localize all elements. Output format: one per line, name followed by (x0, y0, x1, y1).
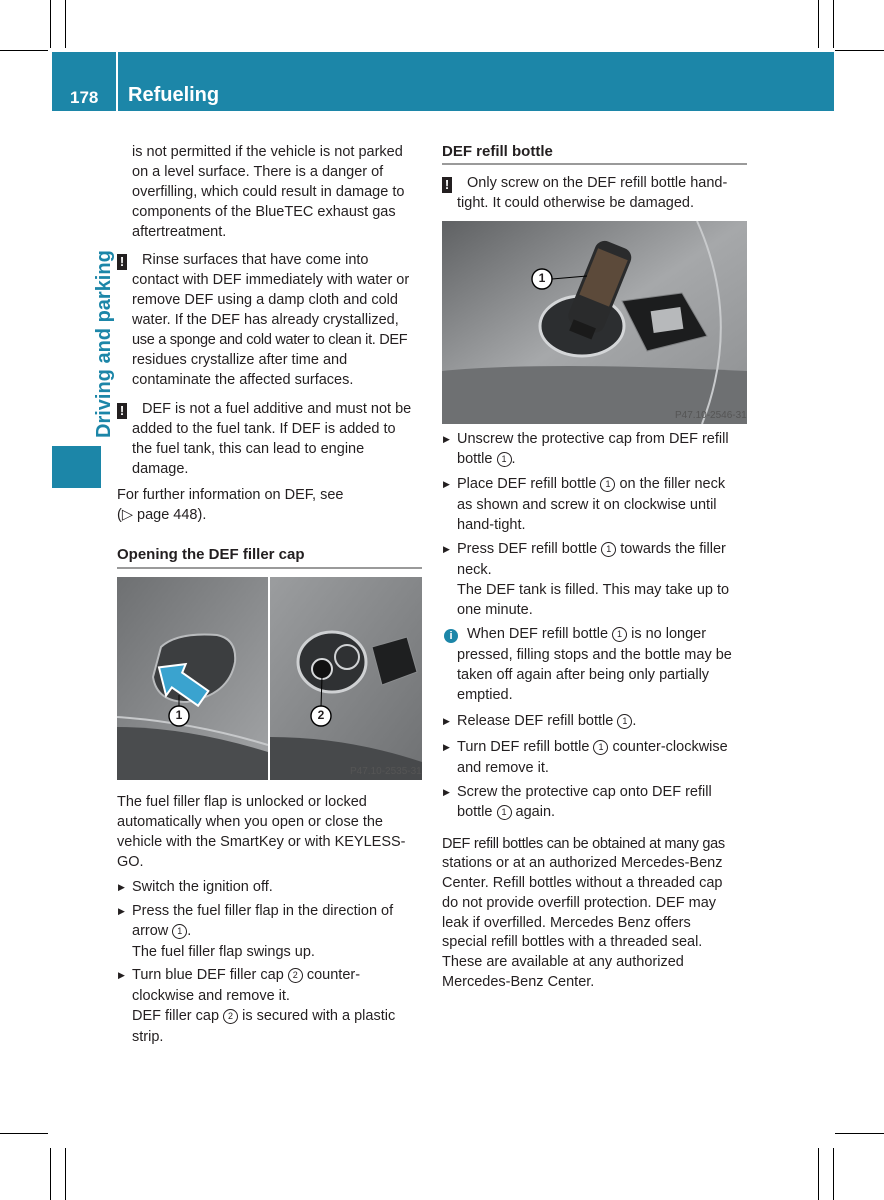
bullet-result: The DEF tank is filled. This may take up to (457, 582, 730, 598)
bullet-text: Release DEF refill bottle (457, 713, 614, 729)
bullet-step-line: as shown and screw it on clockwise until (457, 497, 717, 513)
paragraph-line: GO. (117, 854, 144, 870)
crop-mark (835, 1133, 884, 1134)
side-tab-label: Driving and parking (93, 250, 115, 438)
crop-mark (65, 0, 66, 48)
bullet-result: one minute. (457, 602, 533, 618)
section-heading: Opening the DEF filler cap (117, 546, 305, 563)
side-tab-marker (52, 446, 101, 488)
callout-1: 1 (538, 271, 546, 285)
bullet-step-line: and remove it. (457, 760, 549, 776)
crop-mark (0, 50, 48, 51)
paragraph-line: is not permitted if the vehicle is not parked (132, 144, 403, 160)
warning-line: Only screw on the DEF refill bottle hand- (467, 175, 728, 191)
warning-line: damage. (132, 461, 189, 477)
warning-line: Rinse surfaces that have come into (142, 252, 369, 268)
callout-2: 2 (317, 708, 325, 722)
header-separator (116, 52, 118, 111)
bullet-text: again. (515, 804, 556, 820)
paragraph-line: vehicle with the SmartKey or with KEYLESS- (117, 834, 406, 850)
bullet-result: The fuel filler flap swings up. (132, 944, 315, 960)
callout-1: 1 (617, 714, 632, 729)
bullet-step: ▶ Release DEF refill bottle 1 . (457, 711, 636, 731)
bullet-step: ▶ Screw the protective cap onto DEF refill (457, 782, 712, 802)
paragraph-line: These are available at any authorized (442, 954, 684, 970)
info-line (467, 624, 706, 644)
bullet-text: bottle (457, 804, 493, 820)
info-line: emptied. (457, 687, 513, 703)
paragraph-line: on a level surface. There is a danger of (132, 164, 384, 180)
paragraph-line: The fuel filler flap is unlocked or locked (117, 794, 367, 810)
crop-mark (65, 1148, 66, 1200)
paragraph-line: automatically when you open or close the (117, 814, 383, 830)
bullet-text: counter-clockwise (612, 739, 728, 755)
warning-line: use a sponge and cold water to clean it. DEF (132, 332, 408, 348)
callout-1: 1 (497, 452, 512, 467)
bullet-step-line: hand-tight. (457, 517, 526, 533)
crop-mark (0, 1133, 48, 1134)
callout-1: 1 (600, 477, 615, 492)
bullet-step-line (457, 802, 555, 822)
bullet-step: ▶ Switch the ignition off. (132, 877, 273, 897)
bullet-text: towards the filler (620, 541, 726, 557)
paragraph-line: overfilling, which could result in damage to (132, 184, 405, 200)
bullet-text: Press DEF refill bottle (457, 541, 598, 557)
info-line: taken off again after being only partially (457, 667, 710, 683)
fuel-filler-flap-image (117, 577, 422, 780)
bullet-text: Turn DEF refill bottle (457, 739, 590, 755)
bullet-text: Place DEF refill bottle (457, 476, 597, 492)
info-line: pressed, filling stops and the bottle may be (457, 647, 732, 663)
crop-mark (833, 0, 834, 48)
info-text: is no longer (631, 626, 707, 642)
bullet-step-line: arrow 1 . (132, 923, 192, 939)
paragraph-line: leak if overfilled. Mercedes Benz offers (442, 915, 691, 931)
bullet-step: ▶ Unscrew the protective cap from DEF refill (457, 429, 729, 449)
callout-1: 1 (172, 924, 187, 939)
bullet-step: ▶ Press the fuel filler flap in the direction of (132, 901, 393, 921)
section-title: Refueling (128, 84, 220, 106)
callout-1: 1 (593, 740, 608, 755)
bullet-text: is secured with a plastic (242, 1008, 396, 1024)
callout-1: 1 (175, 708, 183, 722)
bullet-step (457, 474, 725, 494)
bullet-text: counter- (306, 967, 361, 983)
paragraph-line: special refill bottles with a threaded seal. (442, 934, 703, 950)
warning-icon: ! (117, 250, 133, 270)
crop-mark (50, 1148, 51, 1200)
paragraph-line: do not provide overfill protection. DEF may (442, 895, 717, 911)
heading-rule (442, 163, 747, 165)
warning-line: contact with DEF immediately with water or (132, 272, 410, 288)
heading-rule (117, 567, 422, 569)
warning-line: water. If the DEF has already crystallized, (132, 312, 399, 328)
crop-mark (818, 1148, 819, 1200)
paragraph-line: Mercedes-Benz Center. (442, 974, 595, 990)
warning-line: residues crystallize after time and (132, 352, 348, 368)
warning-line: the fuel tank, this can lead to engine (132, 441, 365, 457)
def-refill-bottle-image (442, 221, 747, 424)
bullet-text: Turn blue DEF filler cap (132, 967, 284, 983)
paragraph-line: aftertreatment. (132, 224, 227, 240)
bullet-step-line: clockwise and remove it. (132, 988, 290, 1004)
paragraph-line: components of the BlueTEC exhaust gas (132, 204, 396, 220)
warning-icon: ! (117, 399, 133, 419)
crop-mark (818, 0, 819, 48)
warning-line: DEF is not a fuel additive and must not be (142, 401, 412, 417)
bullet-step (457, 737, 728, 757)
callout-1: 1 (497, 805, 512, 820)
bullet-text: on the filler neck (619, 476, 726, 492)
paragraph-line: stations or at an authorized Mercedes-Benz (442, 855, 723, 871)
crop-mark (50, 0, 51, 48)
warning-line: tight. It could otherwise be damaged. (457, 195, 694, 211)
callout-1: 1 (612, 627, 627, 642)
callout-1: 1 (601, 542, 616, 557)
callout-2: 2 (288, 968, 303, 983)
crop-mark (835, 50, 884, 51)
bullet-step-line: neck. (457, 562, 492, 578)
paragraph-line: DEF refill bottles can be obtained at many gas (442, 836, 725, 852)
warning-icon: ! (442, 173, 458, 193)
paragraph-line: Center. Refill bottles without a threaded cap (442, 875, 723, 891)
crop-mark (833, 1148, 834, 1200)
page-reference-link[interactable]: (▷ page 448). (117, 507, 207, 523)
bullet-text: bottle (457, 451, 493, 467)
bullet-text: DEF filler cap (132, 1008, 220, 1024)
bullet-step (132, 965, 360, 985)
bullet-result: strip. (132, 1029, 164, 1045)
image-code: P47.10-2546-31 (675, 410, 747, 421)
bullet-step (457, 539, 726, 559)
image-code: P47.10-2535-31 (350, 766, 422, 777)
page-number: 178 (70, 88, 99, 107)
warning-line: contaminate the affected surfaces. (132, 372, 354, 388)
bullet-result (132, 1006, 395, 1026)
warning-line: remove DEF using a damp cloth and cold (132, 292, 398, 308)
callout-2: 2 (223, 1009, 238, 1024)
bullet-step-line: bottle 1 . (457, 451, 516, 467)
bullet-text: arrow (132, 923, 169, 939)
info-text: When DEF refill bottle (467, 626, 609, 642)
warning-line: added to the fuel tank. If DEF is added to (132, 421, 396, 437)
section-heading: DEF refill bottle (442, 143, 553, 160)
paragraph-line: For further information on DEF, see (117, 487, 344, 503)
info-icon: i (444, 624, 464, 644)
